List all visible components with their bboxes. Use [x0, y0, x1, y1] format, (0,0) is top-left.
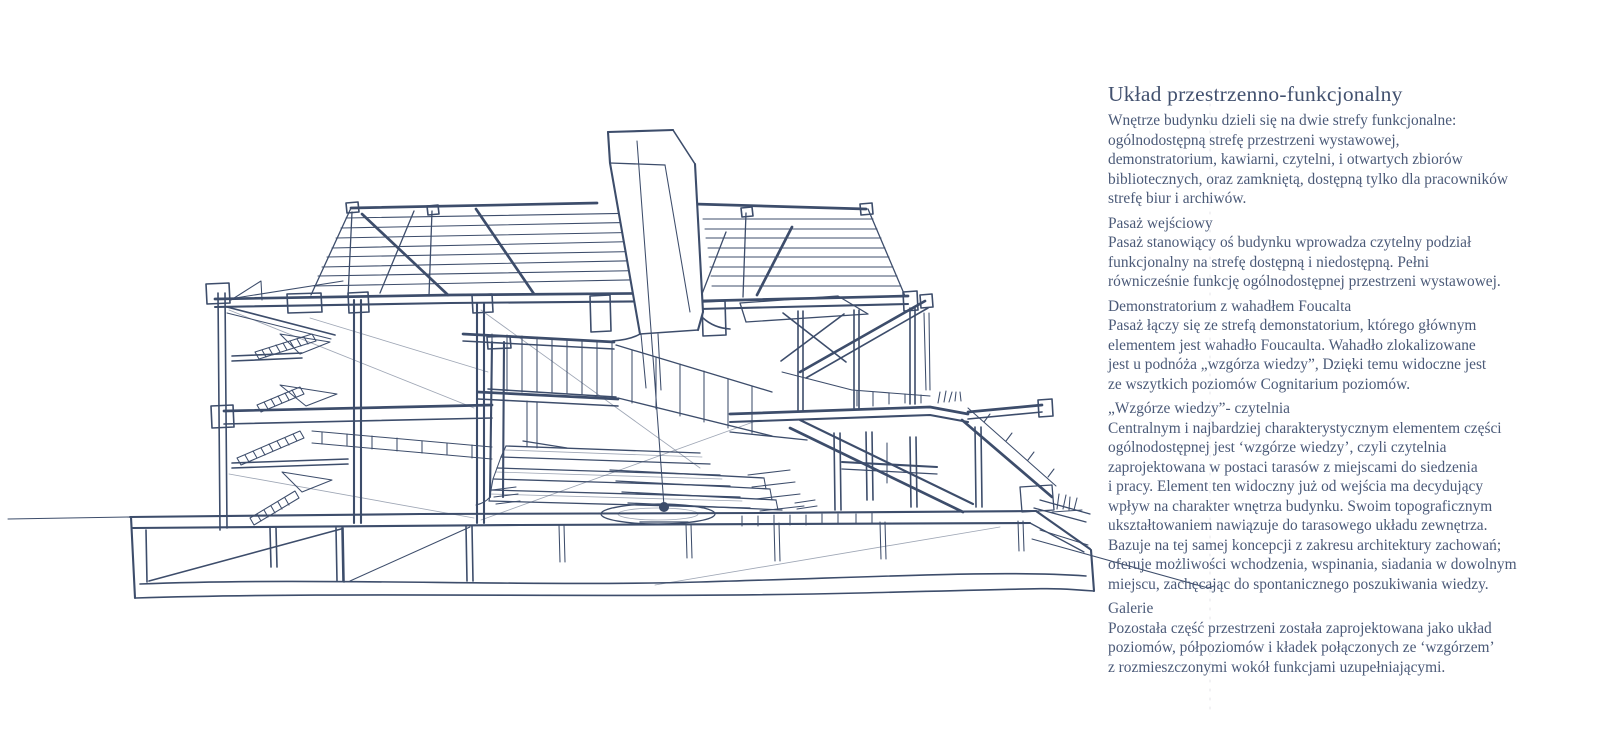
knowledge-hill-terraces — [312, 334, 782, 510]
section-line: ze wszytkich poziomów Cognitarium poziomów. — [1108, 375, 1411, 393]
intro-paragraph — [1108, 111, 1583, 209]
section-heading: Pasaż wejściowy — [1108, 214, 1213, 232]
section-line: jest u podnóża „wzgórza wiedzy”, Dzięki temu widoczne jest — [1108, 356, 1487, 373]
section-line: funkcjonalny na strefę dostępną i niedostępną. Pełni — [1108, 253, 1429, 271]
section-line: oferuje możliwości wchodzenia, wspinania, siadania w dowolnym — [1108, 556, 1517, 573]
section-line: z rozmieszczonymi wokół funkcjami uzupełniającymi. — [1108, 658, 1446, 676]
intro-line: ogólnodostępną strefę przestrzeni wystawowej, — [1108, 131, 1400, 149]
section-demonstratorium — [1108, 297, 1583, 395]
intro-line: Wnętrze budynku dzieli się na dwie strefy funkcjonalne: — [1108, 112, 1457, 129]
section-line: Centralnym i najbardziej charakterystycznym elementem części — [1108, 419, 1502, 437]
chimney-funnel — [608, 130, 730, 390]
intro-line: demonstratorium, kawiarni, czytelni, i otwartych zbiorów — [1108, 151, 1463, 168]
section-line: wpływ na charakter wnętrza budynku. Swoim topograficznym — [1108, 497, 1493, 515]
section-line: ukształtowaniem nawiązuje do tarasowego układu zewnętrza. — [1108, 517, 1488, 534]
section-line: elementem jest wahadło Foucaulta. Wahadło zlokalizowane — [1108, 336, 1476, 354]
section-line: poziomów, półpoziomów i kładek połączonych ze ‘wzgórzem’ — [1108, 639, 1495, 656]
section-line: ogólnodostępnej jest ‘wzgórze wiedzy’, czyli czytelnia — [1108, 439, 1447, 456]
section-heading: Demonstratorium z wahadłem Foucalta — [1108, 297, 1352, 315]
section-line: zaprojektowana w postaci tarasów z miejscami do siedzenia — [1108, 458, 1478, 476]
section-line: miejscu, zachęcając do spontanicznego poszukiwania wiedzy. — [1108, 575, 1489, 593]
section-hill-of-knowledge — [1108, 399, 1583, 594]
text-panel — [1108, 82, 1583, 677]
page-title: Układ przestrzenno-funkcjonalny — [1108, 82, 1403, 106]
section-line: Pasaż stanowiący oś budynku wprowadza czytelny podział — [1108, 234, 1472, 251]
section-line: równicześnie funkcję ogólnodostępnej przestrzeni wystawowej. — [1108, 273, 1501, 290]
section-heading: Galerie — [1108, 600, 1154, 617]
right-canopy — [694, 203, 905, 336]
section-line: Pozostała część przestrzeni została zaprojektowana jako układ — [1108, 619, 1492, 637]
section-passage — [1108, 214, 1583, 292]
intro-line: strefę biur i archiwów. — [1108, 190, 1247, 207]
section-heading: „Wzgórze wiedzy”- czytelnia — [1108, 400, 1291, 417]
section-line: i pracy. Element ten widoczny już od wejścia ma decydujący — [1108, 478, 1484, 495]
section-line: Bazuje na tej samej koncepcji z zakresu architektury zachowań; — [1108, 536, 1502, 554]
section-galleries — [1108, 599, 1583, 677]
section-line: Pasaż łączy się ze strefą demonstatorium, którego głównym — [1108, 317, 1477, 334]
intro-line: bibliotecznych, oraz zamkniętą, dostępną tylko dla pracowników — [1108, 170, 1509, 188]
